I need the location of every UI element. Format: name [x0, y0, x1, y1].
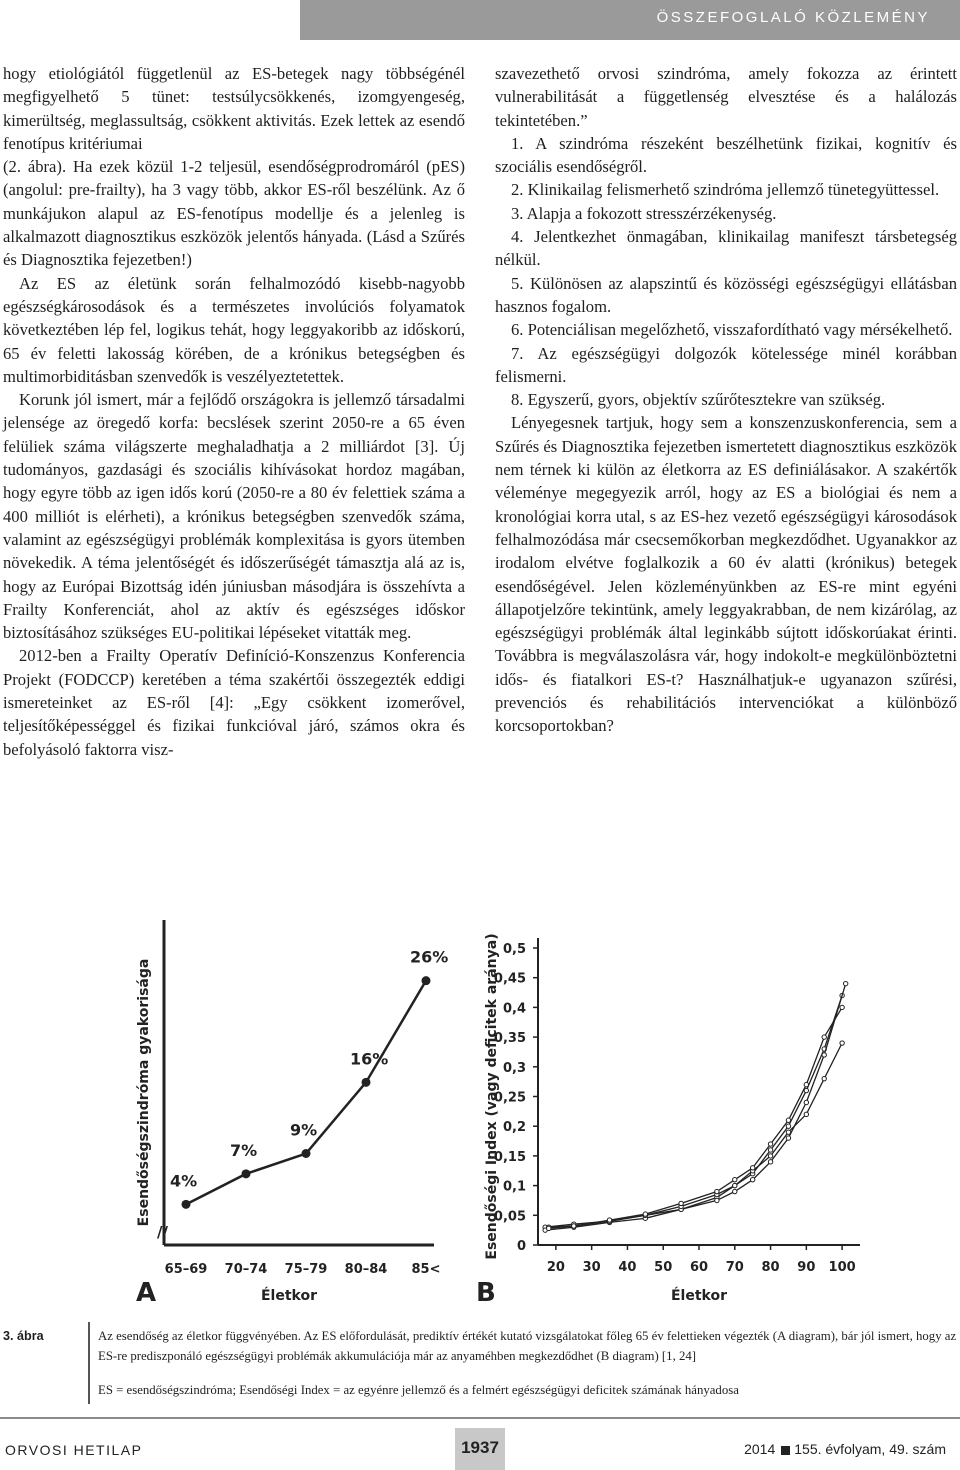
data-point	[182, 1200, 191, 1209]
data-point	[822, 1035, 826, 1039]
x-tick-label: 80	[761, 1260, 780, 1275]
data-point	[768, 1148, 772, 1152]
header-bar	[300, 0, 960, 40]
data-point	[840, 1041, 844, 1045]
series-line	[186, 981, 426, 1205]
data-point	[572, 1224, 576, 1228]
y-tick-label: 0,35	[493, 1031, 526, 1047]
list-item: 2. Klinikailag felismerhető szindróma jellemző tünetegyüttessel.	[511, 180, 940, 200]
journal-name: ORVOSI HETILAP	[5, 1442, 143, 1458]
data-point	[362, 1078, 371, 1087]
paragraph: Az ES az életünk során felhalmozódó kisebb-nagyobb egészségkárosodások és a természetes involúciós folyamatok következtében lép fel, logikus tehát, hogy leggyakoribb az időskorú, 65 év feletti lakosság körében, de a krónikus betegségben és multimorbiditásban szenvedők is veszélyeztetettek.	[3, 273, 465, 386]
data-point	[242, 1169, 251, 1178]
chart-b	[470, 900, 950, 1305]
x-tick-label: 60	[689, 1260, 709, 1275]
y-tick-label: 0	[516, 1239, 526, 1254]
data-point	[733, 1183, 737, 1187]
caption-abbreviations: ES = esendőségszindróma; Esendőségi Index = az egyénre jellemző és a felmért egészségügyi deficitek számának hányadosa	[98, 1383, 739, 1397]
data-label: 26%	[410, 947, 449, 967]
data-point	[804, 1112, 808, 1116]
data-point	[768, 1142, 772, 1146]
x-tick-label: 20	[546, 1260, 565, 1275]
data-point	[804, 1082, 808, 1086]
y-tick-label: 0,3	[502, 1060, 526, 1076]
section-title: ÖSSZEFOGLALÓ KÖZLEMÉNY	[656, 9, 930, 26]
x-tick-label: 40	[618, 1260, 637, 1275]
data-point	[750, 1177, 754, 1181]
data-point	[422, 976, 431, 985]
x-tick-label: 70	[725, 1260, 744, 1275]
data-label: 7%	[230, 1140, 258, 1160]
data-point	[750, 1166, 754, 1170]
x-tick-label: 30	[582, 1260, 601, 1275]
paragraph: (2. ábra). Ha ezek közül 1-2 teljesül, esendőségprodromáról (pES) (angolul: pre-frailty), ha 3 vagy több, akkor ES-ről beszélünk. Az ő munkájukon alapul az ES-fenotípus modellje és a jelenleg is alkalmazott diagnosztikus eszközök jelentős hányada. (Lásd a Szűrés és Diagnosztika fejezetben!)	[3, 157, 465, 270]
data-point	[786, 1124, 790, 1128]
series-line	[545, 996, 842, 1228]
data-point	[715, 1198, 719, 1202]
y-tick-label: 0,2	[502, 1120, 526, 1136]
x-tick-label: 90	[797, 1260, 816, 1275]
data-point	[786, 1118, 790, 1122]
volume-issue: 155. évfolyam, 49. szám	[794, 1441, 946, 1457]
data-point	[840, 1005, 844, 1009]
left-column	[3, 62, 465, 761]
x-tick-label: 50	[654, 1260, 673, 1275]
x-tick-label: 70–74	[224, 1262, 268, 1277]
data-point	[607, 1218, 611, 1222]
paragraph: 2012-ben a Frailty Operatív Definíció-Konszenzus Konferencia Projekt (FODCCP) keretében a téma szakértői összegezték eddigi ismereteinket az ES-ről [4]: „Egy csökkent izomerővel, teljesítőképességgel és fizikai funkcióval járó, számos okra és befolyásoló faktorra visz-	[3, 646, 465, 759]
y-tick-label: 0,15	[493, 1149, 526, 1165]
y-tick-label: 0,1	[502, 1179, 526, 1195]
x-tick-label: 75–79	[284, 1262, 328, 1277]
data-point	[302, 1149, 311, 1158]
axis-break-mark: //	[157, 1223, 168, 1241]
data-point	[733, 1177, 737, 1181]
y-axis-title: Esendőségi Index (vagy deficitek aránya)	[484, 933, 500, 1260]
data-point	[822, 1053, 826, 1057]
square-bullet-icon	[781, 1446, 790, 1455]
data-label: 4%	[170, 1171, 198, 1191]
data-point	[843, 981, 847, 985]
paragraph: Korunk jól ismert, már a fejlődő országokra is jellemző társadalmi jelensége az öregedő korfa: becslések szerint 2050-re a 65 éven felüliek száma világszerte meghaladhatja a 2 milliárdot [3]. Új tudományos, gazdasági és szociális kihívásokat hordoz magában, hogy egyre több az igen idős korú (2050-re a 80 év felettiek száma a 400 milliót is elérheti), a krónikus betegségben szenvedők száma, valamint az egészségügyi problémák komplexitása is gyors ütemben növekedik. A téma jelentőségét és időszerűségét támasztja alá az is, hogy az Európai Bizottság idén júniusban másodjára is összehívta a Frailty Konferenciát, ahol az aktív és egészséges időskor biztosításához szükséges EU-politikai lépéseket vitatták meg.	[3, 390, 465, 643]
data-point	[715, 1189, 719, 1193]
x-axis-title: Életkor	[260, 1288, 318, 1304]
data-point	[643, 1212, 647, 1216]
list-item: 1. A szindróma részeként beszélhetünk fizikai, kognitív és szociális esendőségről.	[495, 133, 957, 177]
data-point	[547, 1226, 551, 1230]
y-tick-label: 0,45	[493, 971, 526, 987]
list-item: 8. Egyszerű, gyors, objektív szűrőtesztekre van szükség.	[511, 390, 886, 410]
data-point	[804, 1100, 808, 1104]
caption-number: 3. ábra	[3, 1329, 44, 1343]
list-item: 5. Különösen az alapszintű és közösségi egészségügyi ellátásban hasznos fogalom.	[495, 273, 957, 316]
data-point	[822, 1076, 826, 1080]
x-tick-label: 80–84	[344, 1262, 388, 1277]
paragraph: Lényegesnek tartjuk, hogy sem a konszenzuskonferencia, sem a Szűrés és Diagnosztika fejezetben ismertetett diagnosztikus eszközök nem térnek ki külön az életkorra az ES definiálásakor. A szakértők véleménye megegyezik arról, hogy az ES a biológiai és nem a kronológiai korra utal, s az ES-hez vezető egészségügyi károsodások felhalmozódása már csecsemőkorban megkezdődhet. Ugyanakkor az irodalom elvétve foglalkozik a 60 év alatti (krónikus) betegek esendőségével. Jelen közleményünkben az ES-re mint egyéni állapotjelzőre tekintünk, amely leggyakrabban, de nem kizárólag, az egészségügyi problémák által leginkább sújtott időskorúakat érinti. Továbbra is megválaszolásra vár, hogy indokolt-e megkülönböztetni idős- és fiatalkori ES-t? Használhatjuk-e ugyanazon szűrési, prevenciós és rehabilitációs intervenciókat a különböző korcsoportokban?	[495, 413, 957, 736]
page-number: 1937	[461, 1438, 499, 1457]
figure-caption	[0, 1322, 960, 1412]
data-point	[768, 1154, 772, 1158]
data-label: 16%	[350, 1049, 389, 1069]
page-number-box	[455, 1428, 505, 1470]
data-point	[786, 1130, 790, 1134]
caption-text: Az esendőség az életkor függvényében. Az ES előfordulását, prediktív értékét kutató vizsgálatokat főleg 65 év felettieken végezték (A diagram), bár jól ismert, hogy az ES-re prediszponáló egészségügyi problémák akkumulációja már az anyaméhben megkezdődhet (B diagram) [1, 24]	[98, 1329, 957, 1363]
right-column	[495, 62, 957, 738]
panel-label: B	[476, 1278, 496, 1305]
series-line	[549, 1043, 842, 1227]
data-point	[768, 1160, 772, 1164]
y-tick-label: 0,5	[502, 942, 526, 957]
x-axis-title: Életkor	[670, 1288, 728, 1304]
paragraph: hogy etiológiától függetlenül az ES-betegek nagy többségénél megfigyelhető 5 tünet: testsúlycsökkenés, izomgyengeség, kimerültség, meglassultság, csökkent aktivitás. Ezek lettek az esendő fenotípus kritériumai	[3, 64, 465, 153]
year: 2014	[744, 1441, 776, 1457]
y-tick-label: 0,4	[502, 1001, 526, 1017]
list-item: 6. Potenciálisan megelőzhető, visszafordítható vagy mérsékelhető.	[511, 320, 953, 340]
issue-info	[744, 1441, 946, 1457]
x-tick-label: 100	[828, 1260, 856, 1275]
caption-divider	[88, 1322, 90, 1404]
x-tick-label: 85<	[411, 1262, 441, 1277]
footer-rule	[0, 1417, 960, 1419]
data-point	[679, 1201, 683, 1205]
x-tick-label: 65–69	[164, 1262, 208, 1277]
figure	[0, 900, 960, 1320]
list-item: 3. Alapja a fokozott stresszérzékenység.	[511, 203, 777, 223]
list-item: 4. Jelentkezhet önmagában, klinikailag manifeszt társbetegség nélkül.	[495, 227, 957, 270]
chart-a	[130, 900, 460, 1305]
y-axis-title: Esendőségszindróma gyakorisága	[136, 958, 152, 1227]
y-tick-label: 0,05	[493, 1209, 526, 1225]
panel-label: A	[136, 1278, 157, 1305]
series-line	[545, 984, 846, 1231]
y-tick-label: 0,25	[493, 1090, 526, 1106]
data-point	[786, 1136, 790, 1140]
paragraph: szavezethető orvosi szindróma, amely fokozza az érintett vulnerabilitását a függetlenség elvesztése és a halálozás tekintetében.”	[495, 64, 957, 130]
data-point	[733, 1189, 737, 1193]
list-item: 7. Az egészségügyi dolgozók kötelessége minél korábban felismerni.	[495, 343, 957, 386]
data-label: 9%	[290, 1120, 318, 1140]
